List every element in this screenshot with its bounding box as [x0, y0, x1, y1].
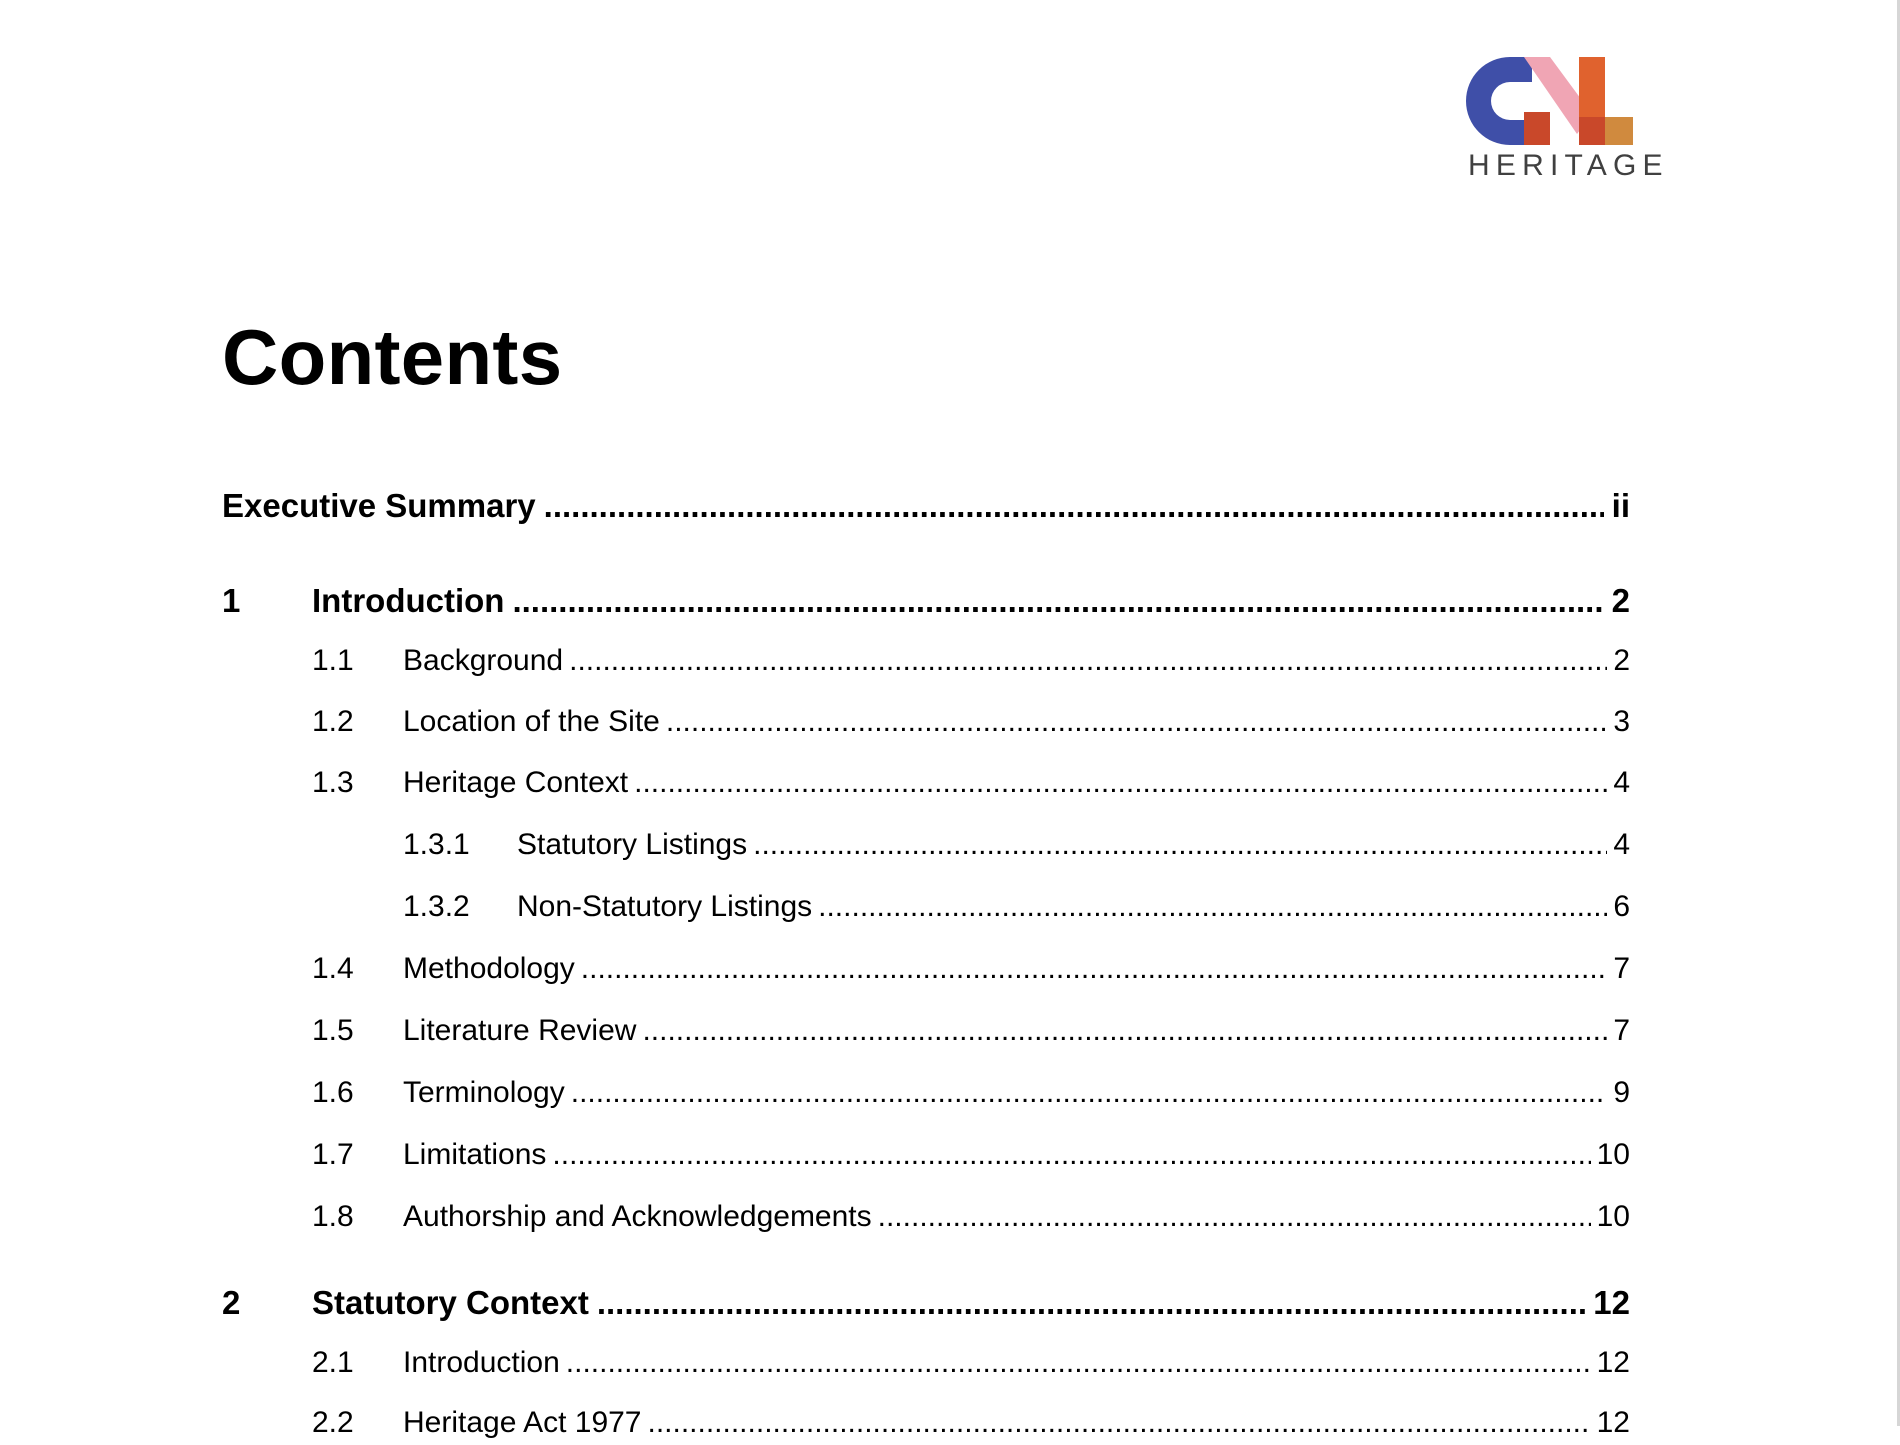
toc-entry-page: 10: [1596, 1200, 1630, 1233]
toc-entry-label: Location of the Site: [403, 705, 660, 738]
toc-entry[interactable]: [312, 1401, 1630, 1445]
toc-entry-label: Statutory Listings: [517, 828, 748, 861]
toc-dot-leader: [566, 1341, 1591, 1385]
toc-entry-page: 12: [1593, 1284, 1630, 1321]
toc-entry-label: Non-Statutory Listings: [517, 890, 813, 923]
toc-dot-leader: [581, 947, 1608, 991]
toc-entry-page: 10: [1596, 1138, 1630, 1171]
toc-entry-number: 1.3.1: [403, 828, 470, 861]
toc-entry[interactable]: [222, 484, 1630, 528]
toc-dot-leader: [634, 761, 1607, 805]
toc-entry[interactable]: [403, 885, 1630, 929]
toc-dot-leader: [878, 1195, 1591, 1239]
page-title: Contents: [222, 313, 563, 401]
toc-dot-leader: [648, 1401, 1591, 1445]
toc-entry[interactable]: [222, 1281, 1630, 1325]
toc-entry-number: 1.7: [312, 1138, 354, 1171]
toc-dot-leader: [642, 1009, 1607, 1053]
toc-dot-leader: [544, 484, 1604, 528]
toc-entry-label: Background: [403, 644, 564, 677]
toc-entry-page: 7: [1613, 952, 1630, 985]
toc-entry-page: 6: [1613, 890, 1630, 923]
toc-entry-number: 2.2: [312, 1406, 354, 1439]
toc-entry-page: 4: [1613, 828, 1630, 861]
toc-entry-page: 7: [1613, 1014, 1630, 1047]
toc-entry-page: ii: [1611, 487, 1630, 524]
toc-entry[interactable]: [312, 1195, 1630, 1239]
toc-entry[interactable]: [312, 1133, 1630, 1177]
toc-entry[interactable]: [312, 761, 1630, 805]
toc-dot-leader: [597, 1281, 1585, 1325]
toc-dot-leader: [666, 700, 1607, 744]
toc-entry-label: Authorship and Acknowledgements: [403, 1200, 872, 1233]
toc-dot-leader: [512, 579, 1603, 623]
toc-entry-number: 1.5: [312, 1014, 354, 1047]
toc-entry[interactable]: [312, 1071, 1630, 1115]
toc-entry-label: Methodology: [403, 952, 575, 985]
toc-entry-page: 9: [1613, 1076, 1630, 1109]
toc-entry-number: 1.4: [312, 952, 354, 985]
toc-entry-label: Introduction: [403, 1346, 560, 1379]
logo-text: HERITAGE: [1468, 149, 1669, 182]
toc-entry-label: Introduction: [312, 582, 505, 619]
toc-entry-page: 2: [1611, 582, 1630, 619]
toc-entry-number: 1: [222, 582, 241, 619]
toc-entry-label: Literature Review: [403, 1014, 637, 1047]
toc-dot-leader: [571, 1071, 1608, 1115]
toc-entry-number: 2: [222, 1284, 241, 1321]
toc-dot-leader: [569, 639, 1607, 683]
toc-entry-label: Limitations: [403, 1138, 547, 1171]
toc-entry[interactable]: [403, 823, 1630, 867]
toc-entry-page: 3: [1613, 705, 1630, 738]
toc-entry-label: Heritage Context: [403, 766, 629, 799]
toc-entry-page: 2: [1613, 644, 1630, 677]
toc-entry-number: 1.8: [312, 1200, 354, 1233]
toc-entry[interactable]: [312, 700, 1630, 744]
toc-entry-label: Executive Summary: [222, 487, 536, 524]
toc-entry-label: Statutory Context: [312, 1284, 589, 1321]
toc-entry-number: 1.6: [312, 1076, 354, 1109]
toc-entry-number: 1.1: [312, 644, 354, 677]
toc-dot-leader: [552, 1133, 1590, 1177]
toc-entry-page: 12: [1596, 1346, 1630, 1379]
toc-entry-label: Terminology: [403, 1076, 565, 1109]
toc-entry-page: 12: [1596, 1406, 1630, 1439]
toc-entry[interactable]: [312, 1009, 1630, 1053]
toc-dot-leader: [818, 885, 1607, 929]
toc-dot-leader: [753, 823, 1607, 867]
toc-entry[interactable]: [312, 1341, 1630, 1385]
toc-entry-number: 1.3.2: [403, 890, 470, 923]
toc-entry-number: 2.1: [312, 1346, 354, 1379]
toc-entry[interactable]: [222, 579, 1630, 623]
toc-entry-label: Heritage Act 1977: [403, 1406, 642, 1439]
toc-entry-number: 1.2: [312, 705, 354, 738]
toc-entry-page: 4: [1613, 766, 1630, 799]
toc-entry[interactable]: [312, 947, 1630, 991]
toc-entry[interactable]: [312, 639, 1630, 683]
toc-entry-number: 1.3: [312, 766, 354, 799]
